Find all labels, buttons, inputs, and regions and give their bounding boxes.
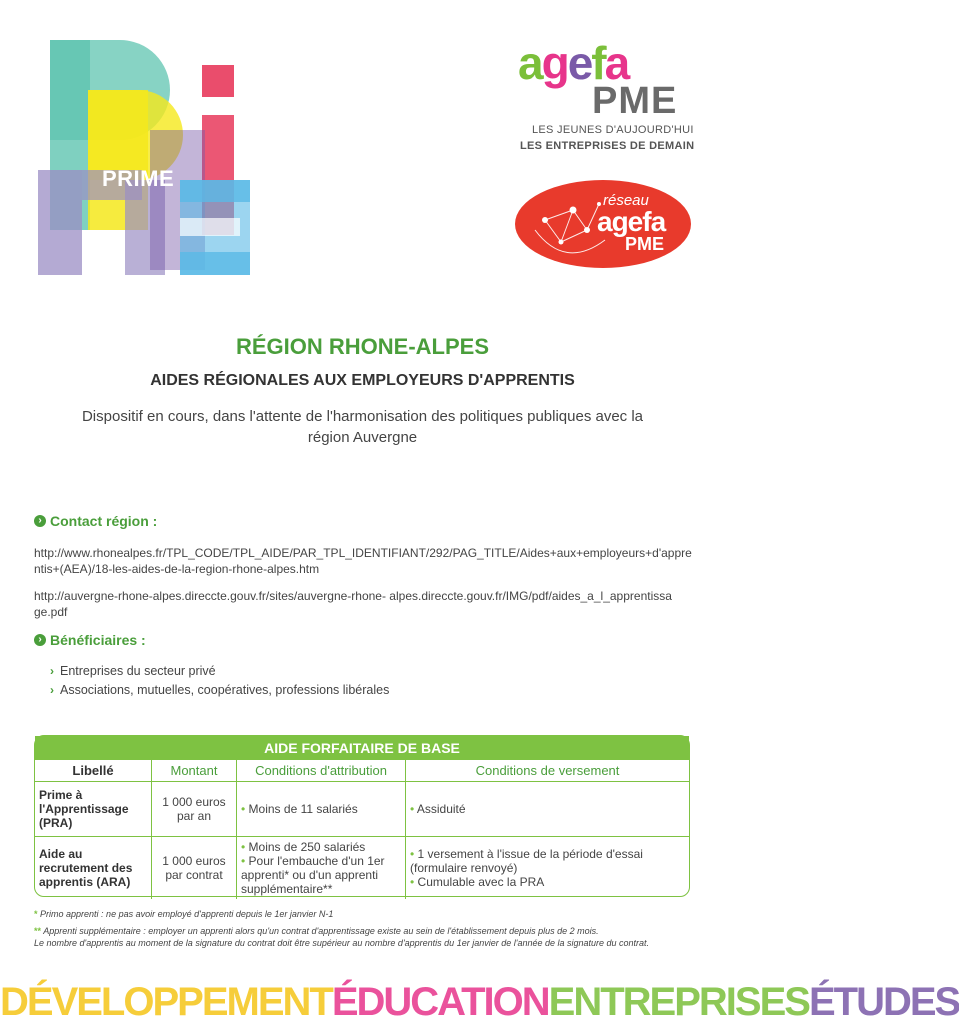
cell-montant: 1 000 euros par an (152, 782, 237, 837)
reseau-pme-text: PME (625, 234, 665, 254)
chevron-right-icon: › (50, 663, 54, 678)
footnote-supplementaire: ** Apprenti supplémentaire : employer un apprenti alors qu'un contrat d'apprentissage existe au sein de l'établissement depuis plus de 2 mois. (34, 926, 599, 936)
prime-logo (30, 30, 270, 280)
prime-label: PRIME (102, 166, 175, 191)
banner-word: ENTREPRISES (548, 980, 809, 1024)
contact-heading (34, 513, 157, 529)
col-header-attribution: Conditions d'attribution (237, 760, 406, 782)
cell-versement: • 1 versement à l'issue de la période d'essai (formulaire renvoyé) • Cumulable avec la PRA (406, 837, 690, 900)
table-header-row (35, 760, 689, 782)
list-item: › Entreprises du secteur privé (50, 663, 216, 678)
prime-letters-graphic (30, 30, 270, 280)
beneficiaires-heading (34, 632, 146, 648)
page-subtitle: AIDES RÉGIONALES AUX EMPLOYEURS D'APPRENTIS (150, 372, 575, 389)
contact-link-1[interactable]: http://www.rhonealpes.fr/TPL_CODE/TPL_AIDE/PAR_TPL_IDENTIFIANT/292/PAG_TITLE/Aides+aux+employeurs+d'apprentis+(AEA)/18-les-aides-de-la-region-rhone-alpes.htm (34, 546, 692, 576)
footnote-nombre: Le nombre d'apprentis au moment de la signature du contrat doit être supérieur au nombre d'apprentis du 1er janvier de l'année de la signature du contrat. (34, 938, 650, 948)
col-header-montant: Montant (152, 760, 237, 782)
chevron-circle-icon: › (34, 634, 46, 646)
cell-montant: 1 000 euros par contrat (152, 837, 237, 900)
beneficiaires-list (50, 661, 670, 699)
contact-heading-label: Contact région : (50, 513, 158, 529)
aide-table (34, 735, 690, 897)
cell-versement: • Assiduité (406, 782, 690, 837)
aide-table-grid (35, 760, 689, 899)
chevron-right-icon: › (50, 682, 54, 697)
col-header-versement: Conditions de versement (406, 760, 690, 782)
footnote-primo: * Primo apprenti : ne pas avoir employé d'apprenti depuis le 1er janvier N-1 (34, 909, 334, 919)
list-item: › Associations, mutuelles, coopératives, professions libérales (50, 682, 390, 697)
bottom-banner (0, 980, 959, 1024)
banner-word: ÉTUDES (808, 980, 959, 1024)
banner-word: DÉVELOPPEMENT (0, 980, 332, 1024)
reseau-agefa-logo (515, 180, 691, 268)
agefa-wordmark: agefa (518, 37, 629, 89)
table-row (35, 837, 689, 900)
col-header-libelle: Libellé (35, 760, 152, 782)
agefa-pme-logo (510, 37, 700, 160)
page-description: Dispositif en cours, dans l'attente de l'harmonisation des politiques publiques avec la région Auvergne (81, 408, 644, 446)
table-title: AIDE FORFAITAIRE DE BASE (35, 736, 689, 760)
page-title: RÉGION RHONE-ALPES (235, 334, 490, 359)
table-row (35, 782, 689, 837)
beneficiaires-heading-label: Bénéficiaires : (50, 632, 146, 648)
reseau-text: réseau (603, 192, 649, 209)
agefa-tagline-2: LES ENTREPRISES DE DEMAIN (520, 140, 695, 152)
cell-libelle: Prime à l'Apprentissage (PRA) (35, 782, 152, 837)
cell-attribution: • Moins de 250 salariés • Pour l'embauche d'un 1er apprenti* ou d'un apprenti supplémentaire** (237, 837, 406, 900)
banner-word: ÉDUCATION (331, 980, 549, 1024)
cell-libelle: Aide au recrutement des apprentis (ARA) (39, 847, 133, 889)
agefa-pme-text: PME (592, 80, 678, 122)
cell-attribution: • Moins de 11 salariés (237, 782, 406, 837)
contact-link-2[interactable]: http://auvergne-rhone-alpes.direccte.gouv.fr/sites/auvergne-rhone- alpes.direccte.gouv.fr/IMG/pdf/aides_a_l_apprentissage.pdf (34, 589, 672, 619)
chevron-circle-icon: › (34, 515, 46, 527)
agefa-tagline-1: LES JEUNES D'AUJOURD'HUI (532, 124, 694, 136)
reseau-agefa-text: agefa (597, 206, 666, 237)
